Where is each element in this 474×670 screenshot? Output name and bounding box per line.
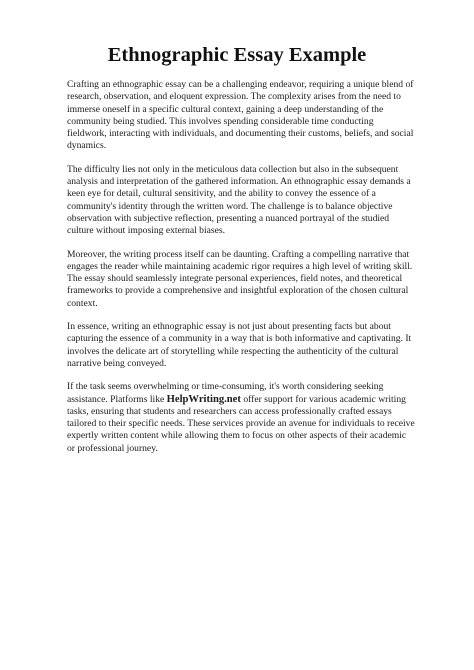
helpwriting-brand-name: HelpWriting.net xyxy=(166,393,241,405)
document-body xyxy=(67,79,415,466)
paragraph-5-text-before: If the task seems overwhelming or time-consuming, it's worth considering seeking assistance. Platforms like xyxy=(67,381,384,405)
document-title: Ethnographic Essay Example xyxy=(107,44,367,66)
paragraph-4: In essence, writing an ethnographic essay is not just about presenting facts but about capturing the essence of a community in a way that is both informative and captivating. It involves the delicate art of storytelling while respecting the authenticity of the cultural narrative being conveyed. xyxy=(67,321,412,369)
paragraph-5 xyxy=(67,381,415,455)
paragraph-1: Crafting an ethnographic essay can be a challenging endeavor, requiring a unique blend of research, observation, and eloquent expression. The complexity arises from the need to immerse oneself in a specific cultural context, gaining a deep understanding of the community being studied. This involves spending considerable time conducting fieldwork, interacting with individuals, and documenting their customs, beliefs, and social dynamics. xyxy=(67,79,414,152)
paragraph-5-text-after: offer support for various academic writing tasks, ensuring that students and researchers can access professionally crafted essays tailored to their specific needs. These services provide an avenue for individuals to receive expertly written content while allowing them to focus on other aspects of their academic or professional journey. xyxy=(67,393,415,454)
paragraph-3: Moreover, the writing process itself can be daunting. Crafting a compelling narrative that engages the reader while maintaining academic rigor requires a high level of writing skill. The essay should seamlessly integrate personal experiences, field notes, and theoretical frameworks to provide a comprehensive and insightful exploration of the chosen cultural context. xyxy=(67,248,413,309)
paragraph-2: The difficulty lies not only in the meticulous data collection but also in the subsequent analysis and interpretation of the gathered information. An ethnographic essay demands a keen eye for detail, cultural sensitivity, and the ability to convey the essence of a community's identity through the written word. The challenge is to balance objective observation with subjective reflection, presenting a nuanced portrayal of the studied culture without imposing external biases. xyxy=(67,163,411,237)
